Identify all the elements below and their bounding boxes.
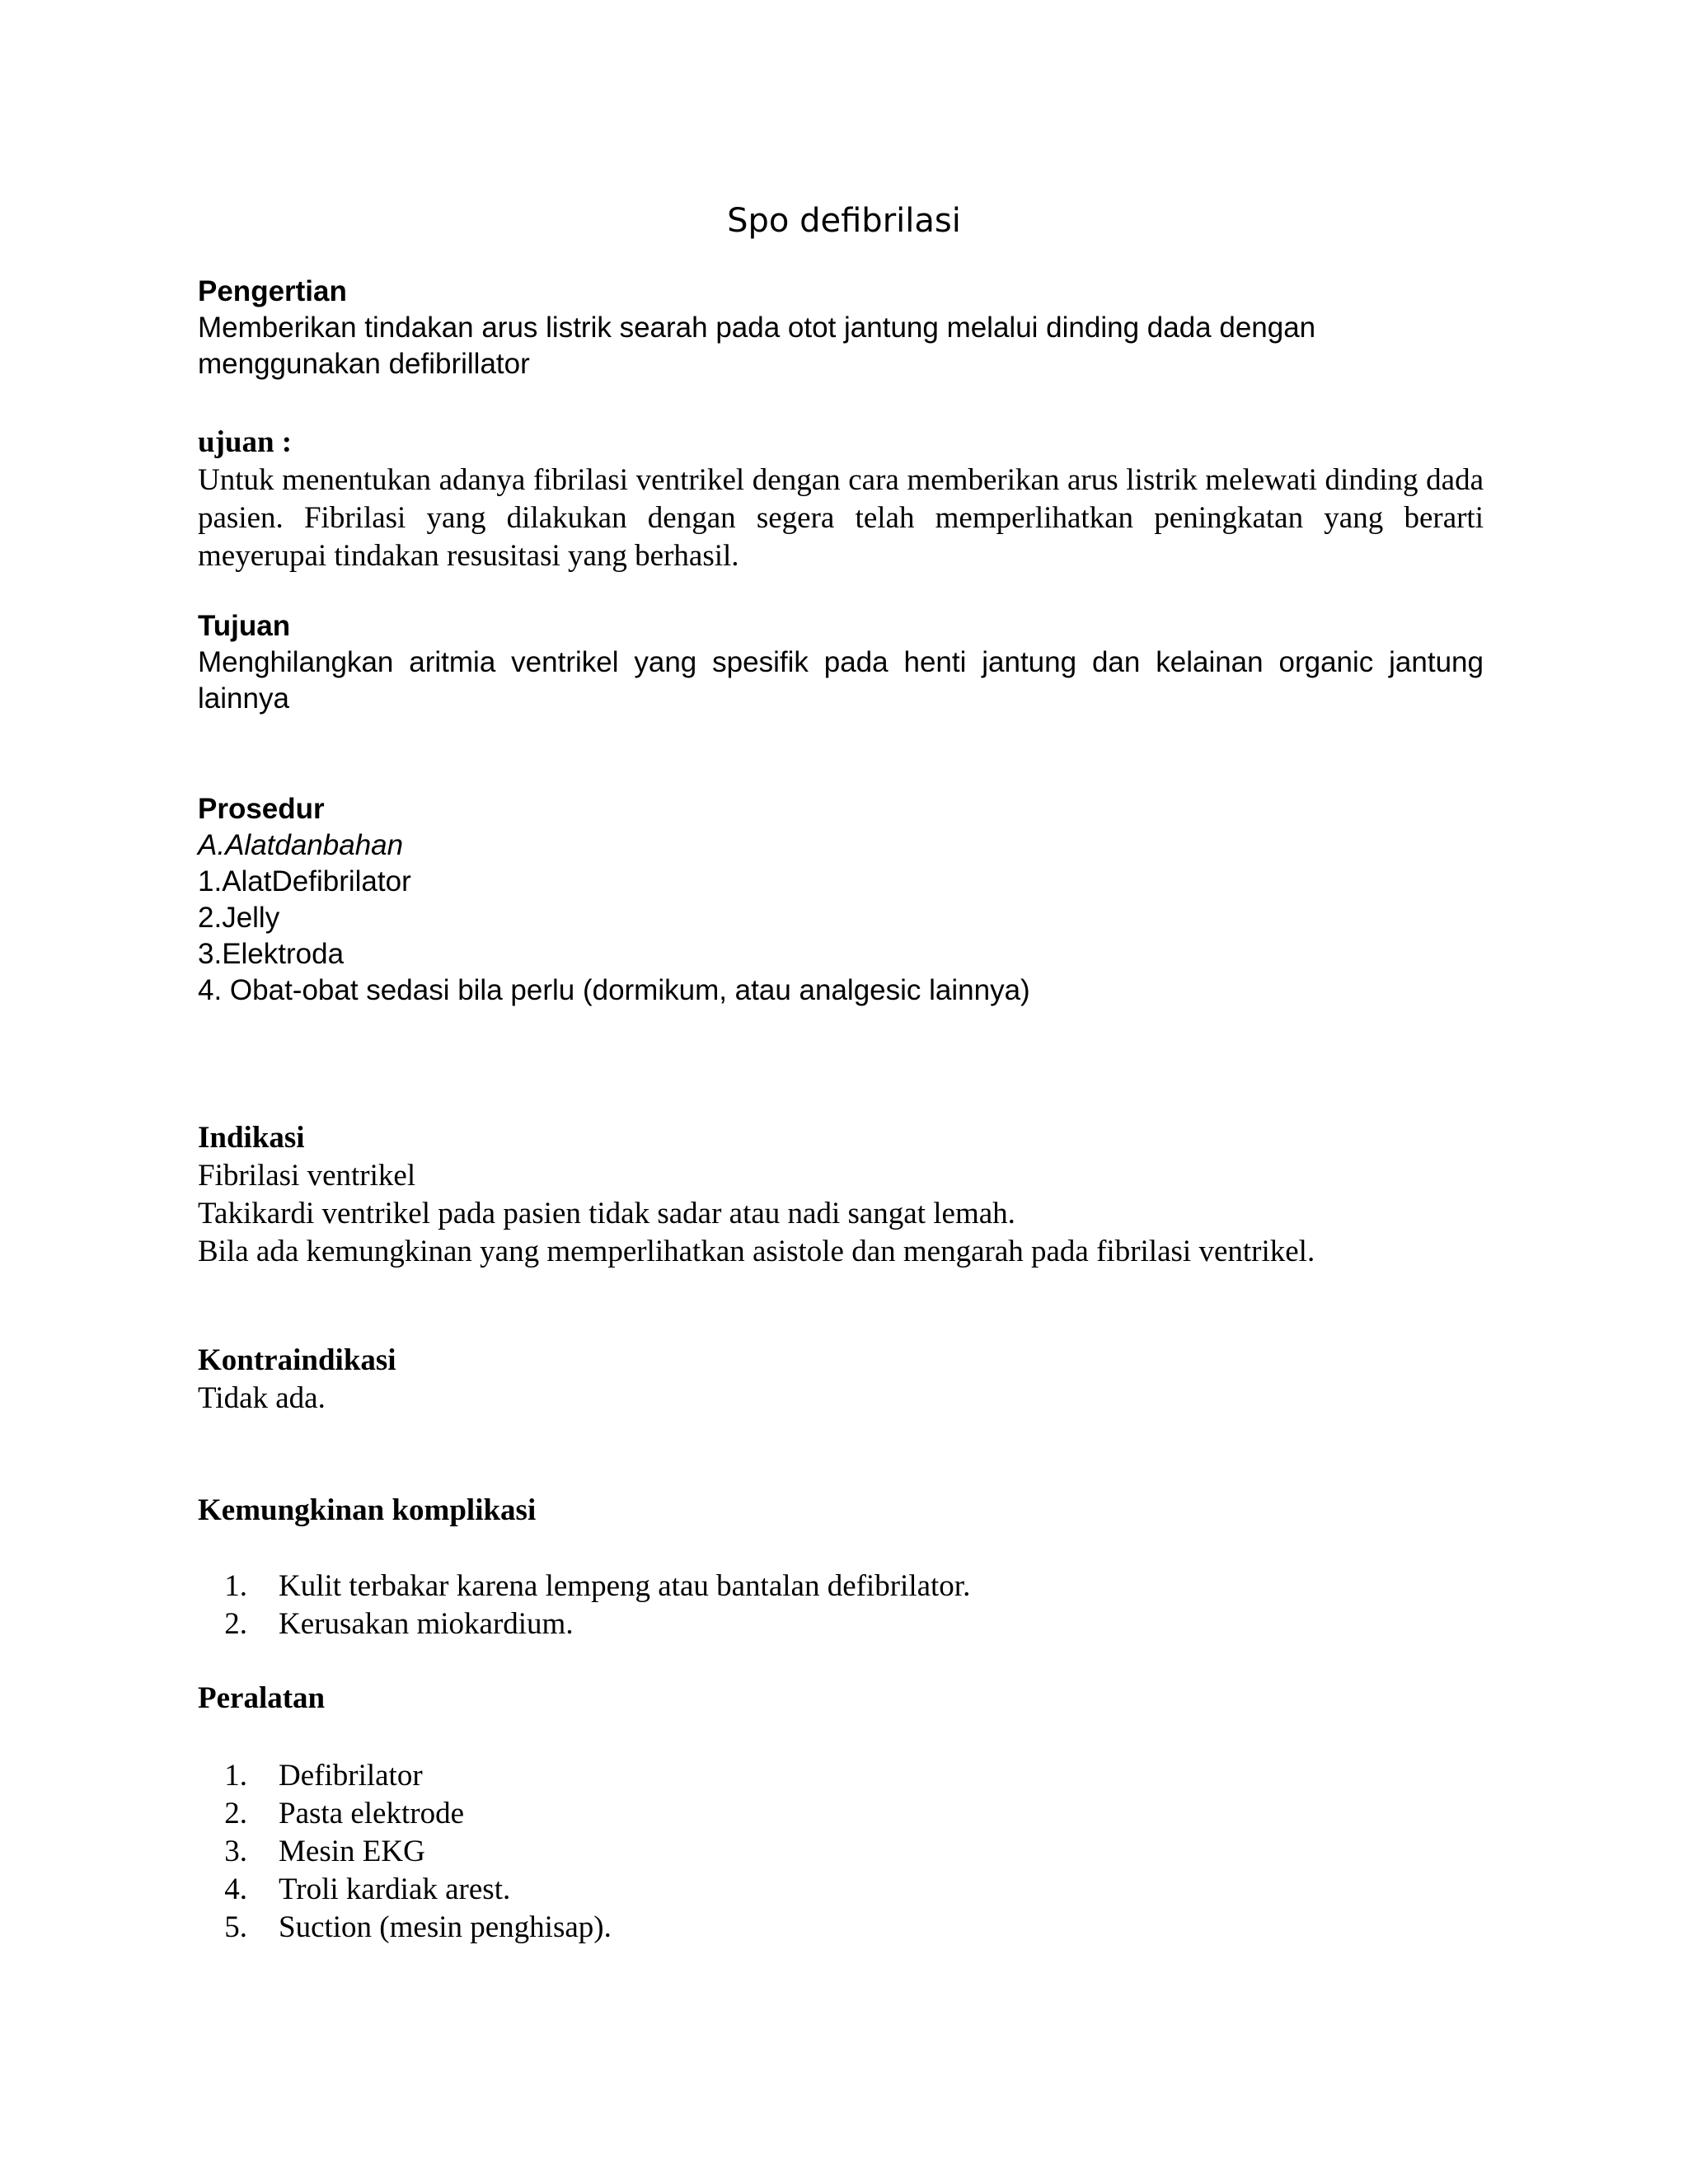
list-item bbox=[198, 1568, 1484, 1605]
section-heading: Peralatan bbox=[198, 1681, 326, 1715]
section-komplikasi bbox=[198, 1492, 1484, 1530]
list-text: Kerusakan miokardium. bbox=[279, 1607, 574, 1641]
section-ujuan bbox=[198, 424, 1484, 575]
list-number: 1. bbox=[224, 1569, 247, 1603]
list-item: Fibrilasi ventrikel bbox=[198, 1159, 416, 1193]
komplikasi-list bbox=[198, 1568, 1484, 1643]
list-item: 1.AlatDefibrilator bbox=[198, 865, 411, 898]
section-subheading: A.Alatdanbahan bbox=[198, 829, 404, 861]
list-item bbox=[198, 1605, 1484, 1643]
peralatan-list bbox=[198, 1757, 1484, 1947]
list-text: Troli kardiak arest. bbox=[279, 1872, 511, 1906]
section-heading: Pengertian bbox=[198, 275, 347, 307]
list-text: Defibrilator bbox=[279, 1759, 423, 1793]
list-item bbox=[198, 1871, 1484, 1909]
list-text: Kulit terbakar karena lempeng atau bantalan defibrilator. bbox=[279, 1569, 971, 1603]
section-peralatan bbox=[198, 1680, 1484, 1718]
list-text: Suction (mesin penghisap). bbox=[279, 1910, 612, 1944]
section-text: Untuk menentukan adanya fibrilasi ventrikel dengan cara memberikan arus listrik melewati dinding dada pasien. Fibrilasi yang dilakukan dengan segera telah memperlihatkan peningkatan yang berarti meyerupai tindakan resusitasi yang berhasil. bbox=[198, 463, 1484, 573]
section-text: Memberikan tindakan arus listrik searah pada otot jantung melalui dinding dada dengan menggunakan defibrillator bbox=[198, 312, 1316, 380]
section-kontraindikasi bbox=[198, 1342, 1484, 1418]
list-number: 2. bbox=[224, 1607, 247, 1641]
list-item bbox=[198, 1757, 1484, 1795]
list-item: Takikardi ventrikel pada pasien tidak sadar atau nadi sangat lemah. bbox=[198, 1197, 1015, 1230]
section-heading: Kemungkinan komplikasi bbox=[198, 1493, 537, 1527]
list-item bbox=[198, 1795, 1484, 1833]
section-pengertian bbox=[198, 274, 1484, 382]
section-text: Menghilangkan aritmia ventrikel yang spesifik pada henti jantung dan kelainan organic jantung lainnya bbox=[198, 646, 1484, 715]
list-number: 5. bbox=[224, 1910, 247, 1944]
list-number: 4. bbox=[224, 1872, 247, 1906]
section-text: Tidak ada. bbox=[198, 1381, 326, 1415]
list-item: 3.Elektroda bbox=[198, 938, 345, 970]
list-number: 1. bbox=[224, 1759, 247, 1793]
list-item: Bila ada kemungkinan yang memperlihatkan asistole dan mengarah pada fibrilasi ventrikel. bbox=[198, 1235, 1315, 1268]
section-tujuan bbox=[198, 608, 1484, 717]
section-heading: Kontraindikasi bbox=[198, 1343, 396, 1377]
list-item: 2.Jelly bbox=[198, 902, 280, 934]
list-text: Mesin EKG bbox=[279, 1835, 425, 1868]
list-number: 2. bbox=[224, 1797, 247, 1830]
list-item bbox=[198, 1833, 1484, 1871]
section-indikasi bbox=[198, 1119, 1484, 1271]
section-prosedur bbox=[198, 791, 1484, 1009]
list-text: Pasta elektrode bbox=[279, 1797, 464, 1830]
list-number: 3. bbox=[224, 1835, 247, 1868]
list-item: 4. Obat-obat sedasi bila perlu (dormikum, atau analgesic lainnya) bbox=[198, 974, 1030, 1006]
section-heading: Indikasi bbox=[198, 1121, 305, 1155]
section-heading: ujuan : bbox=[198, 425, 293, 459]
section-heading: Prosedur bbox=[198, 793, 325, 825]
section-heading: Tujuan bbox=[198, 610, 291, 642]
document-title: Spo defibrilasi bbox=[727, 202, 961, 240]
list-item bbox=[198, 1909, 1484, 1947]
